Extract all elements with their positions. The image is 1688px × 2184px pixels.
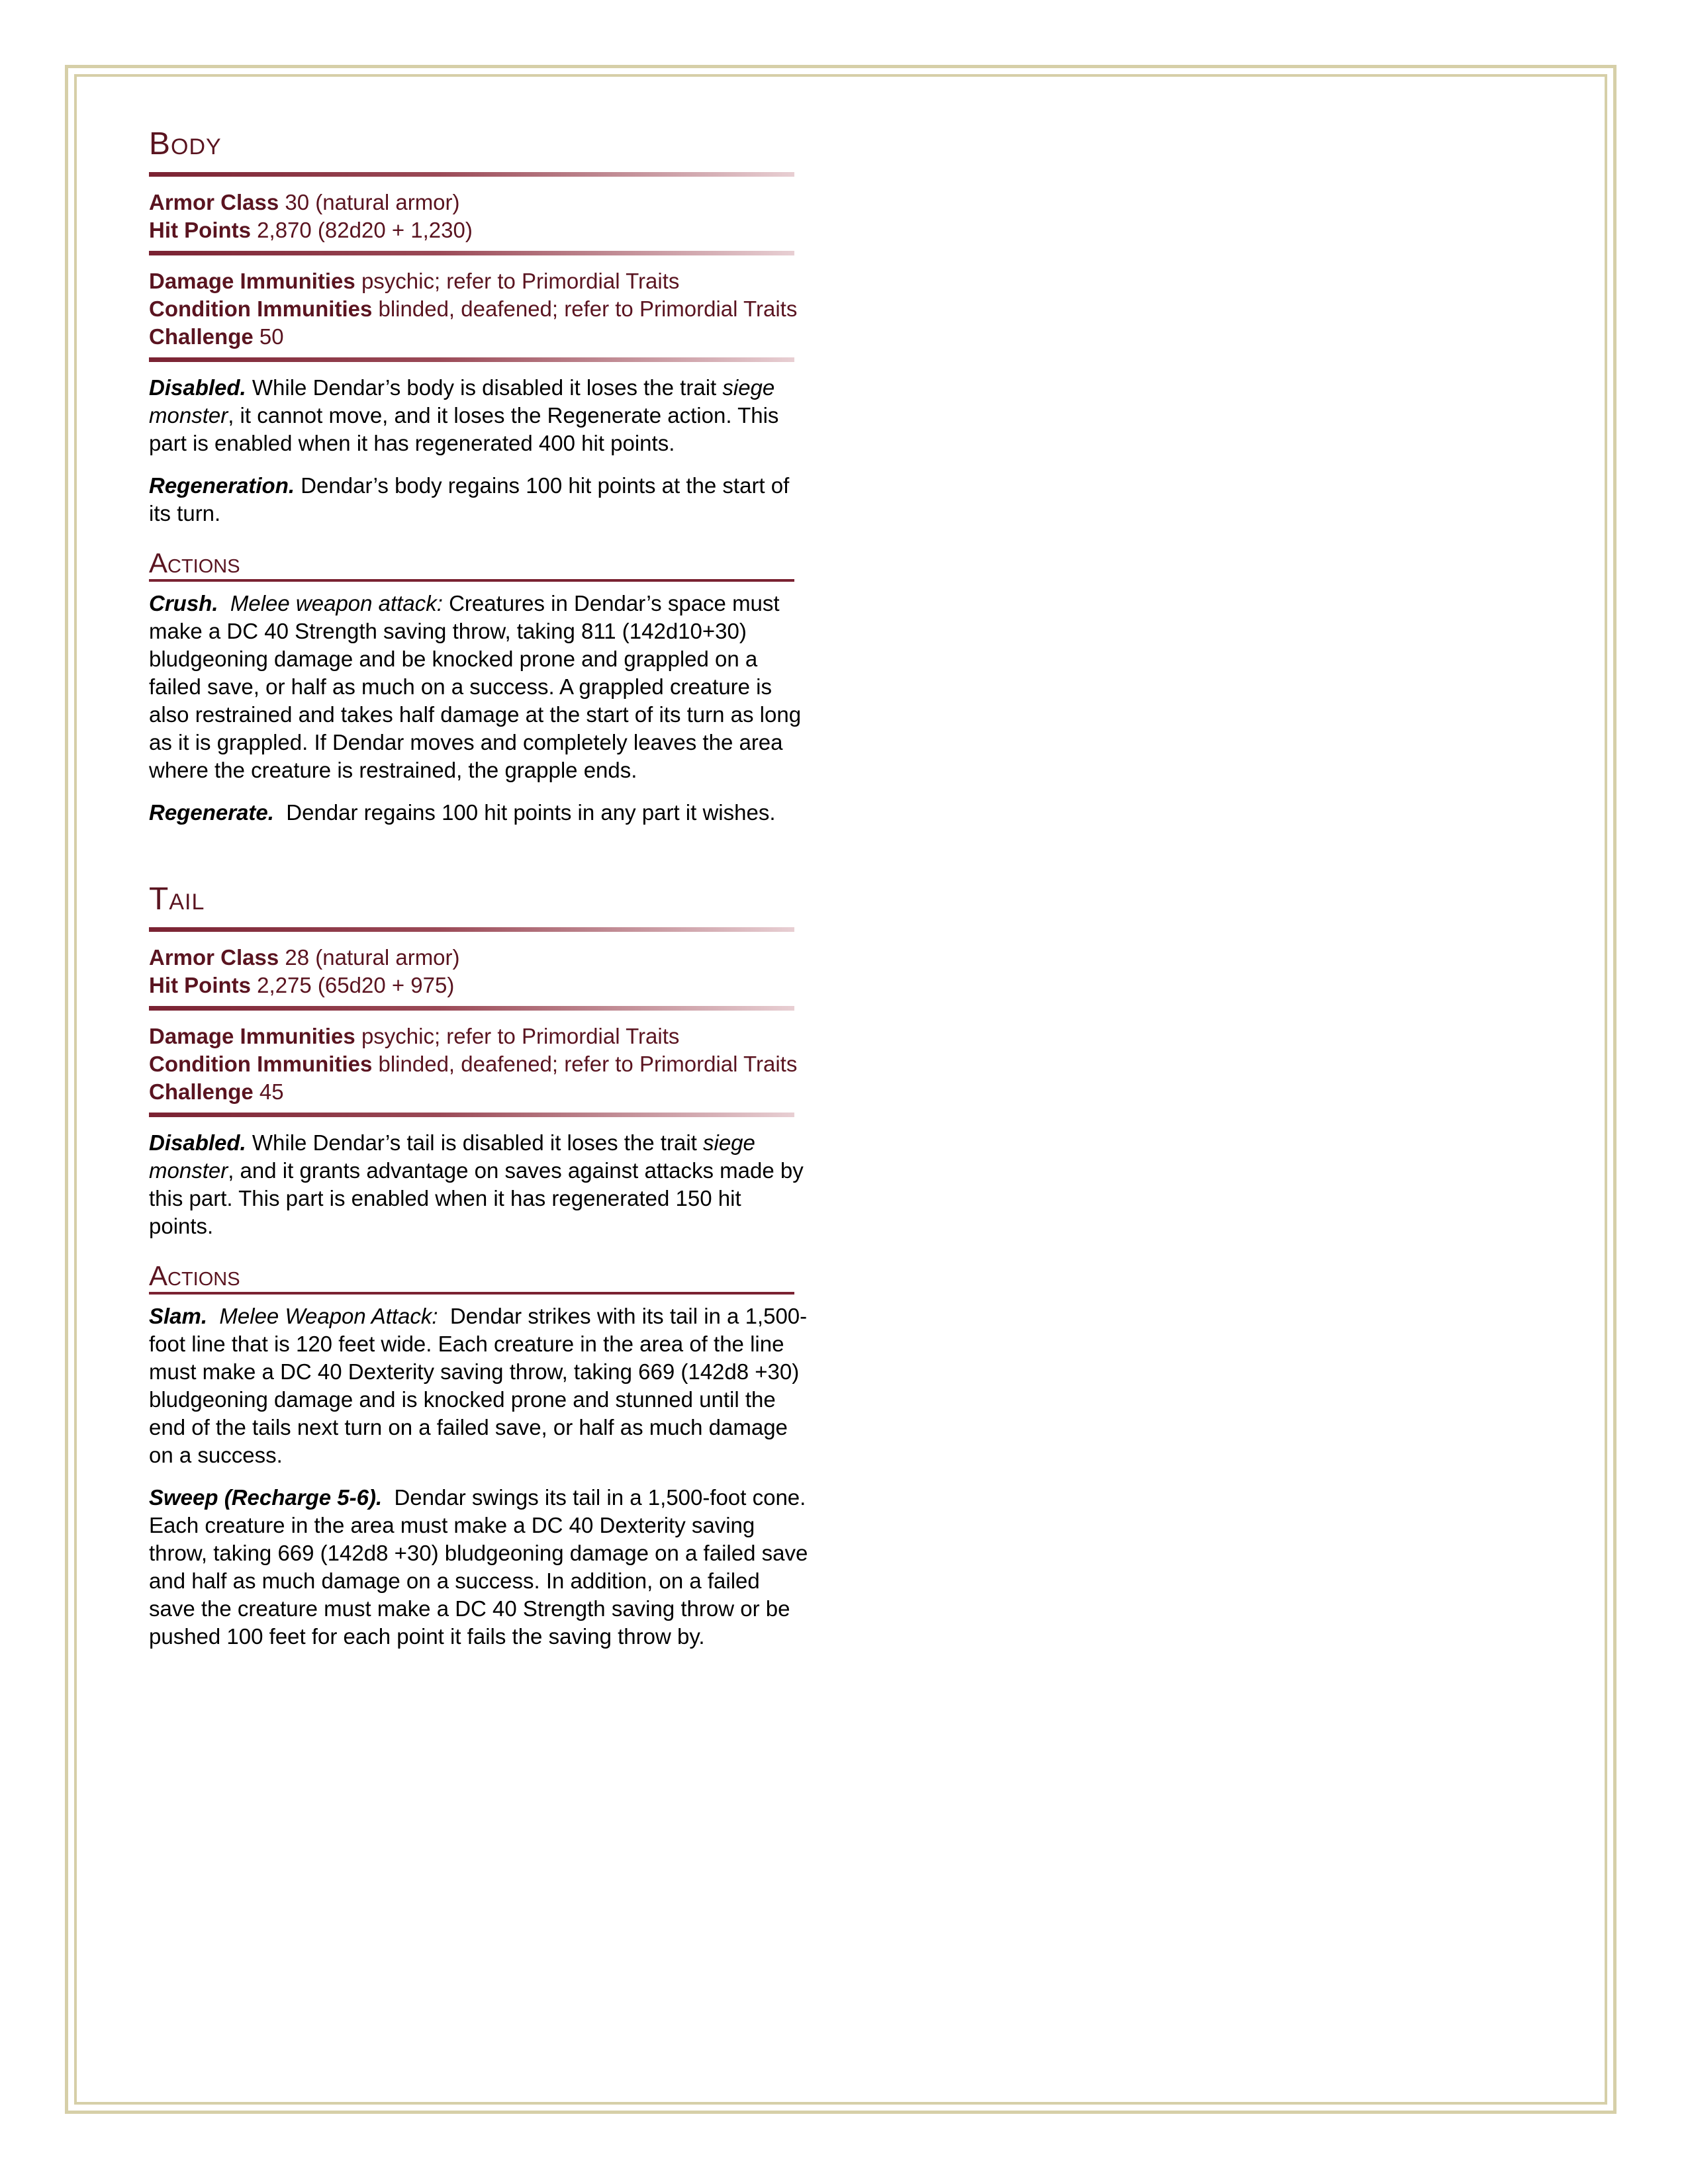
trait-text: While Dendar’s body is disabled it loses the trait [252,375,723,400]
armor-class-value: 28 (natural armor) [285,945,460,970]
stat-block-column [149,126,811,1665]
divider [149,251,794,255]
challenge-value: 45 [259,1079,284,1104]
armor-class-line [149,189,811,216]
trait-disabled [149,374,811,457]
divider [149,927,794,932]
challenge-label: Challenge [149,324,254,349]
trait-regeneration [149,472,811,527]
trait-italic: siege monster [149,375,775,428]
trait-text: While Dendar’s tail is disabled it loses the trait [252,1130,703,1155]
action-text: Dendar regains 100 hit points in any part it wishes. [286,800,776,825]
damage-immunities-label: Damage Immunities [149,269,355,293]
trait-italic: siege monster [149,1130,755,1183]
damage-immunities-line [149,267,811,295]
body-title: Body [149,126,222,161]
trait-name: Disabled. [149,375,246,400]
hit-points-label: Hit Points [149,973,251,997]
hit-points-value: 2,275 (65d20 + 975) [257,973,455,997]
action-name: Regenerate. [149,800,274,825]
divider [149,357,794,362]
action-text: Creatures in Dendar’s space must make a DC 40 Strength saving throw, taking 811 (142d10+30) bludgeoning damage and be knocked prone and grappled on a failed save, or half as much on a success. A grappled creature is also restrained and takes half damage at the start of its turn as long as it is grappled. If Dendar moves and completely leaves the area where the creature is restrained, the grapple ends. [149,591,802,782]
hit-points-label: Hit Points [149,218,251,242]
armor-class-line [149,944,811,972]
action-attack-type: Melee Weapon Attack: [219,1304,438,1328]
damage-immunities-value: psychic; refer to Primordial Traits [361,269,680,293]
challenge-line [149,323,811,351]
action-crush [149,590,811,784]
action-text: Dendar swings its tail in a 1,500-foot cone. Each creature in the area must make a DC 40 Dexterity saving throw, taking 669 (142d8 +30) bludgeoning damage on a failed save and half as much damage on a success. In addition, on a failed save the creature must make a DC 40 Strength saving throw or be pushed 100 feet for each point it fails the saving throw by. [149,1485,808,1649]
action-slam [149,1302,811,1469]
divider [149,1006,794,1011]
action-name: Slam. [149,1304,208,1328]
condition-immunities-line [149,295,811,323]
trait-text: , it cannot move, and it loses the Regenerate action. This part is enabled when it has regenerated 400 hit points. [149,403,779,455]
action-text: Dendar strikes with its tail in a 1,500-foot line that is 120 feet wide. Each creature in the area of the line must make a DC 40 Dexterity saving throw, taking 669 (142d8 +30) bludgeoning damage and is knocked prone and stunned until the end of the tails next turn on a failed save, or half as much damage on a success. [149,1304,808,1467]
hit-points-value: 2,870 (82d20 + 1,230) [257,218,473,242]
damage-immunities-line [149,1023,811,1050]
action-sweep [149,1484,811,1651]
trait-text: , and it grants advantage on saves against attacks made by this part. This part is enabled when it has regenerated 150 hit points. [149,1158,804,1238]
armor-class-value: 30 (natural armor) [285,190,460,214]
trait-name: Regeneration. [149,473,295,498]
trait-name: Disabled. [149,1130,246,1155]
condition-immunities-line [149,1050,811,1078]
condition-immunities-label: Condition Immunities [149,1052,373,1076]
divider [149,172,794,177]
trait-disabled [149,1129,811,1240]
condition-immunities-label: Condition Immunities [149,296,373,321]
challenge-label: Challenge [149,1079,254,1104]
damage-immunities-label: Damage Immunities [149,1024,355,1048]
actions-heading: Actions [149,1260,794,1295]
challenge-value: 50 [259,324,284,349]
armor-class-label: Armor Class [149,945,279,970]
challenge-line [149,1078,811,1106]
damage-immunities-value: psychic; refer to Primordial Traits [361,1024,680,1048]
action-regenerate [149,799,811,827]
condition-immunities-value: blinded, deafened; refer to Primordial Traits [378,1052,798,1076]
action-name: Crush. [149,591,218,615]
action-attack-type: Melee weapon attack: [230,591,443,615]
actions-heading: Actions [149,547,794,582]
trait-text: Dendar’s body regains 100 hit points at the start of its turn. [149,473,790,525]
tail-section [149,881,811,1651]
tail-title: Tail [149,882,205,917]
armor-class-label: Armor Class [149,190,279,214]
condition-immunities-value: blinded, deafened; refer to Primordial Traits [378,296,798,321]
divider [149,1113,794,1117]
hit-points-line [149,972,811,999]
hit-points-line [149,216,811,244]
action-name: Sweep (Recharge 5-6). [149,1485,383,1510]
body-section [149,126,811,827]
